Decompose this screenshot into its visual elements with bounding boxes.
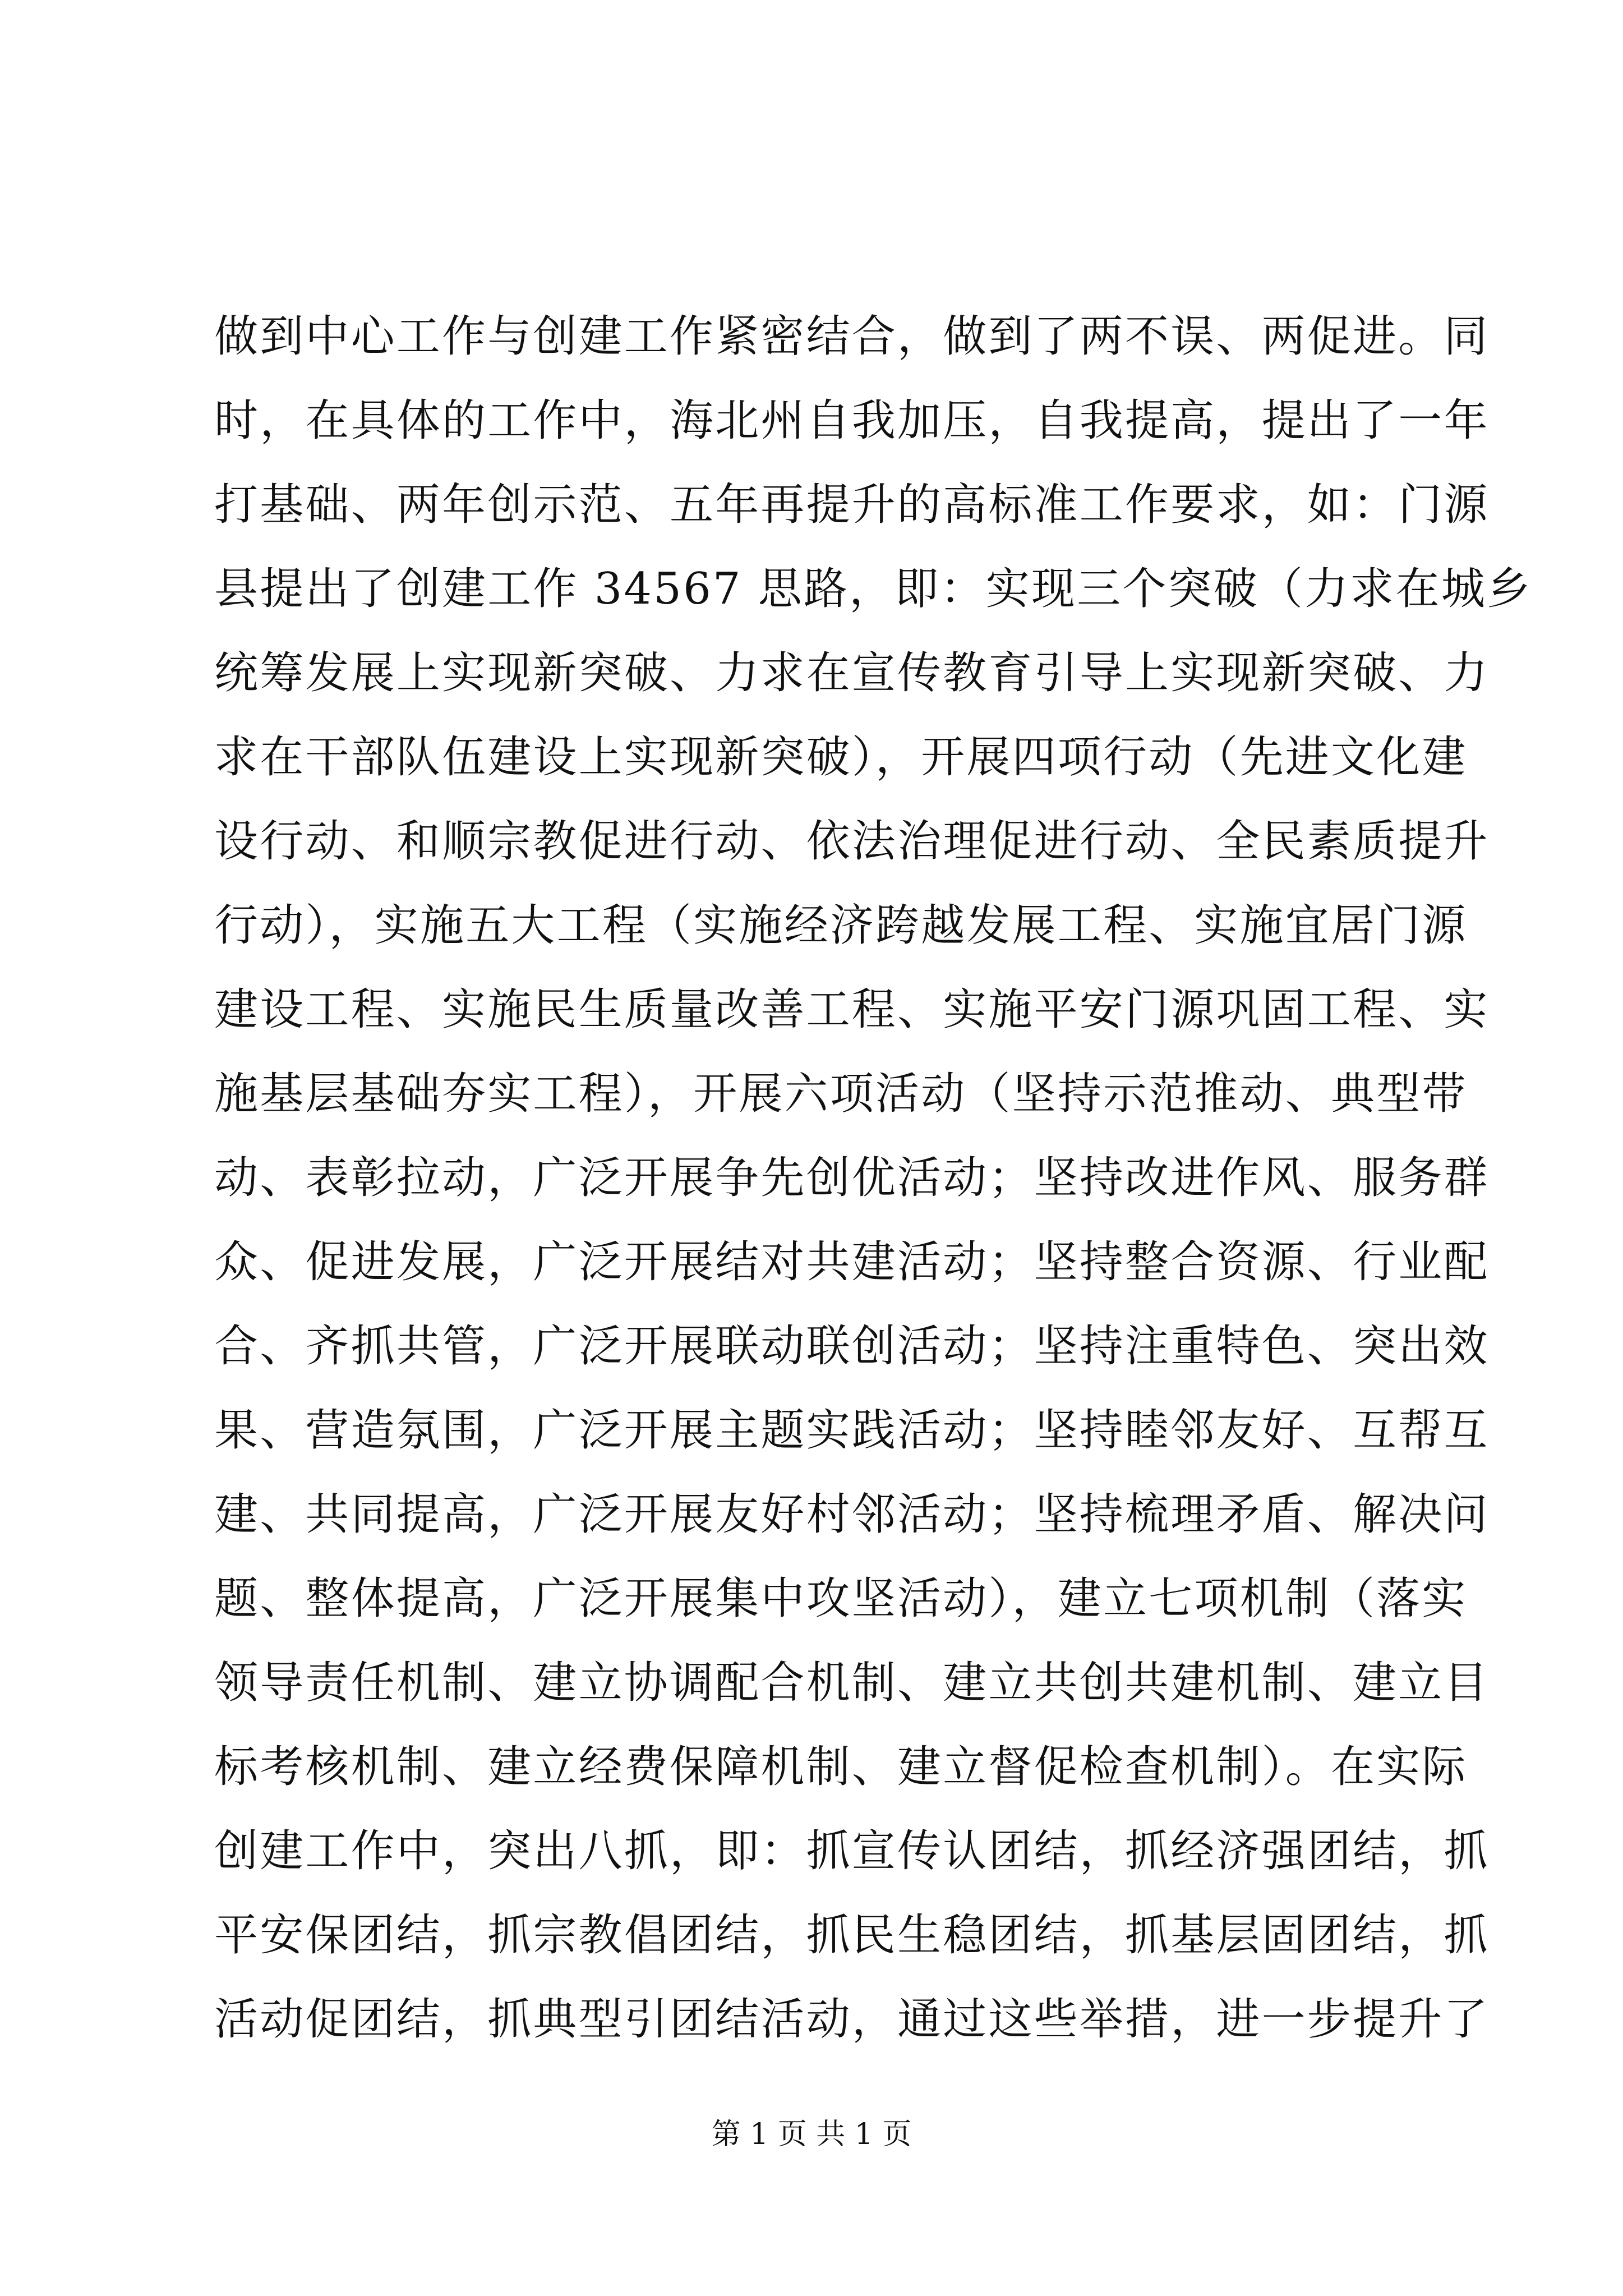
text-line: 施基层基础夯实工程），开展六项活动（坚持示范推动、典型带 — [214, 1069, 1468, 1119]
text-line: 平安保团结，抓宗教倡团结，抓民生稳团结，抓基层固团结，抓 — [214, 1910, 1490, 1961]
text-line: 合、齐抓共管，广泛开展联动联创活动；坚持注重特色、突出效 — [214, 1321, 1490, 1372]
text-line: 动、表彰拉动，广泛开展争先创优活动；坚持改进作风、服务群 — [214, 1153, 1490, 1203]
text-line: 建设工程、实施民生质量改善工程、实施平安门源巩固工程、实 — [214, 984, 1490, 1035]
text-line: 做到中心工作与创建工作紧密结合，做到了两不误、两促进。同 — [214, 311, 1490, 362]
text-line: 领导责任机制、建立协调配合机制、建立共创共建机制、建立目 — [214, 1658, 1490, 1708]
text-line: 活动促团结，抓典型引团结活动，通过这些举措，进一步提升了 — [214, 1994, 1490, 2045]
text-line: 求在干部队伍建设上实现新突破），开展四项行动（先进文化建 — [214, 732, 1468, 783]
text-line: 打基础、两年创示范、五年再提升的高标准工作要求，如：门源 — [214, 480, 1490, 530]
text-line: 标考核机制、建立经费保障机制、建立督促检查机制）。在实际 — [214, 1742, 1468, 1792]
text-line: 统筹发展上实现新突破、力求在宣传教育引导上实现新突破、力 — [214, 648, 1490, 698]
page-footer: 第 1 页 共 1 页 — [711, 2118, 912, 2151]
text-line: 行动），实施五大工程（实施经济跨越发展工程、实施宜居门源 — [214, 900, 1468, 951]
text-line: 建、共同提高，广泛开展友好村邻活动；坚持梳理矛盾、解决问 — [214, 1489, 1490, 1540]
body-text — [214, 295, 1533, 2062]
text-line: 时，在具体的工作中，海北州自我加压，自我提高，提出了一年 — [214, 395, 1490, 446]
text-line: 众、促进发展，广泛开展结对共建活动；坚持整合资源、行业配 — [214, 1237, 1490, 1287]
text-line: 设行动、和顺宗教促进行动、依法治理促进行动、全民素质提升 — [214, 816, 1490, 867]
text-line: 题、整体提高，广泛开展集中攻坚活动），建立七项机制（落实 — [214, 1573, 1468, 1624]
text-line: 县提出了创建工作 34567 思路，即：实现三个突破（力求在城乡 — [214, 564, 1533, 614]
text-line: 创建工作中，突出八抓，即：抓宣传认团结，抓经济强团结，抓 — [214, 1826, 1490, 1876]
text-line: 果、营造氛围，广泛开展主题实践活动；坚持睦邻友好、互帮互 — [214, 1405, 1490, 1456]
